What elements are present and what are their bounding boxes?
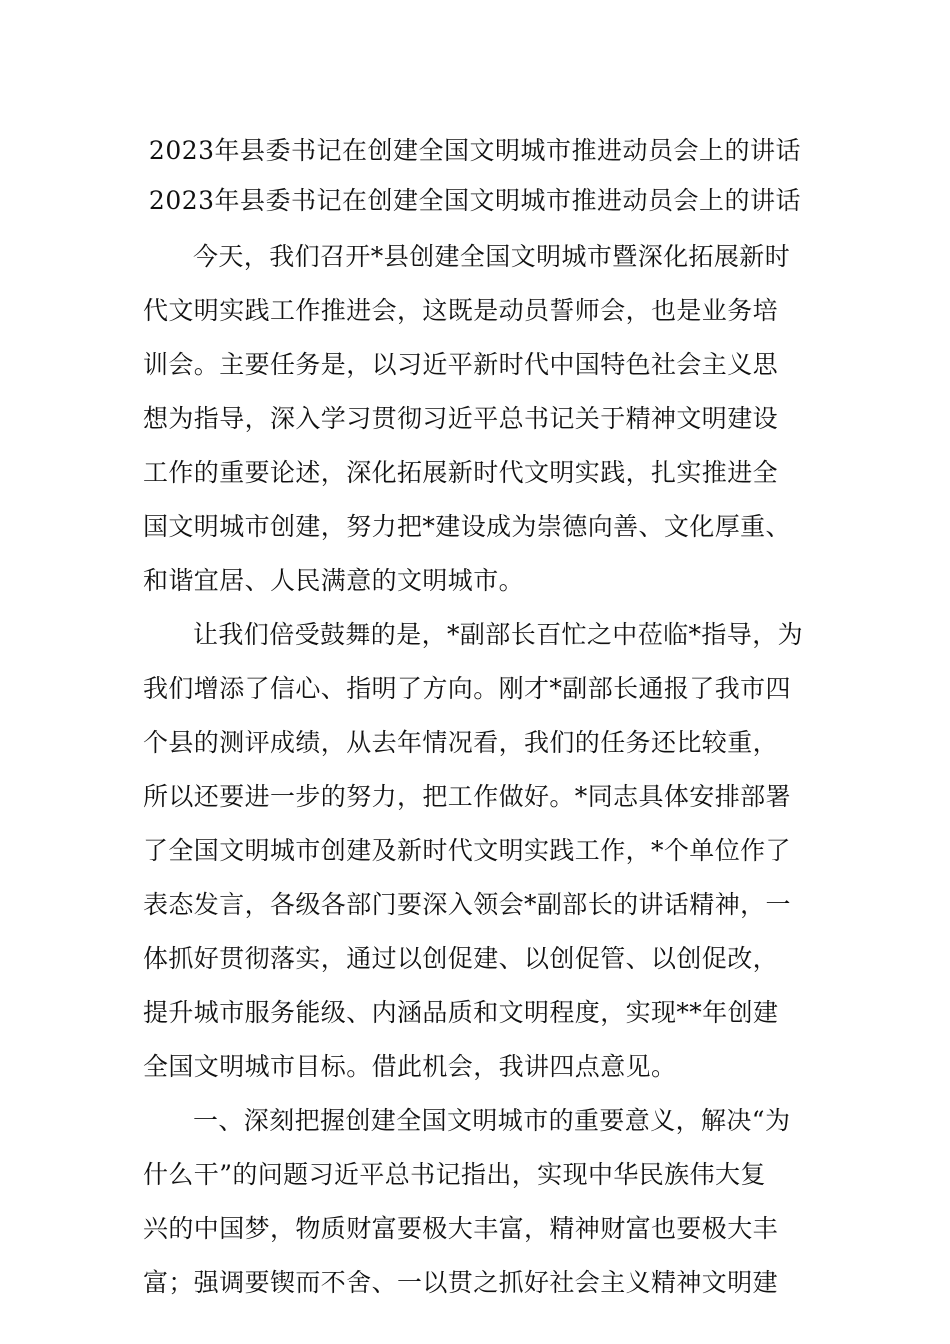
paragraph-line: 全国文明城市目标。借此机会，我讲四点意见。 <box>143 1052 677 1081</box>
paragraph-line: 和谐宜居、人民满意的文明城市。 <box>143 566 525 595</box>
paragraph-line: 一、深刻把握创建全国文明城市的重要意义，解决“为 <box>193 1106 791 1135</box>
paragraph-line: 兴的中国梦，物质财富要极大丰富，精神财富也要极大丰 <box>143 1214 779 1243</box>
paragraph-line: 什么干”的问题习近平总书记指出，实现中华民族伟大复 <box>143 1160 766 1189</box>
paragraph-2 <box>143 608 808 1094</box>
paragraph-line: 提升城市服务能级、内涵品质和文明程度，实现**年创建 <box>143 998 779 1027</box>
paragraph-line: 富；强调要锲而不舍、一以贯之抓好社会主义精神文明建 <box>143 1268 779 1297</box>
document-body <box>143 230 808 1310</box>
document-title-repeat: 2023年县委书记在创建全国文明城市推进动员会上的讲话 <box>148 186 802 215</box>
paragraph-line: 表态发言，各级各部门要深入领会*副部长的讲话精神，一 <box>143 890 791 919</box>
paragraph-line: 今天，我们召开*县创建全国文明城市暨深化拓展新时 <box>193 242 791 271</box>
paragraph-1 <box>143 230 808 608</box>
paragraph-line: 国文明城市创建，努力把*建设成为崇德向善、文化厚重、 <box>143 512 791 541</box>
paragraph-line: 代文明实践工作推进会，这既是动员誓师会，也是业务培 <box>143 296 779 325</box>
paragraph-line: 想为指导，深入学习贯彻习近平总书记关于精神文明建设 <box>143 404 779 433</box>
paragraph-line: 所以还要进一步的努力，把工作做好。*同志具体安排部署 <box>143 782 791 811</box>
paragraph-3 <box>143 1094 808 1310</box>
paragraph-line: 了全国文明城市创建及新时代文明实践工作，*个单位作了 <box>143 836 791 865</box>
paragraph-line: 个县的测评成绩，从去年情况看，我们的任务还比较重， <box>143 728 779 757</box>
paragraph-line: 训会。主要任务是，以习近平新时代中国特色社会主义思 <box>143 350 779 379</box>
document-title: 2023年县委书记在创建全国文明城市推进动员会上的讲话 <box>148 136 802 165</box>
paragraph-line: 体抓好贯彻落实，通过以创促建、以创促管、以创促改， <box>143 944 779 973</box>
paragraph-line: 工作的重要论述，深化拓展新时代文明实践，扎实推进全 <box>143 458 779 487</box>
paragraph-line: 我们增添了信心、指明了方向。刚才*副部长通报了我市四 <box>143 674 791 703</box>
paragraph-line: 让我们倍受鼓舞的是，*副部长百忙之中莅临*指导，为 <box>193 620 804 649</box>
